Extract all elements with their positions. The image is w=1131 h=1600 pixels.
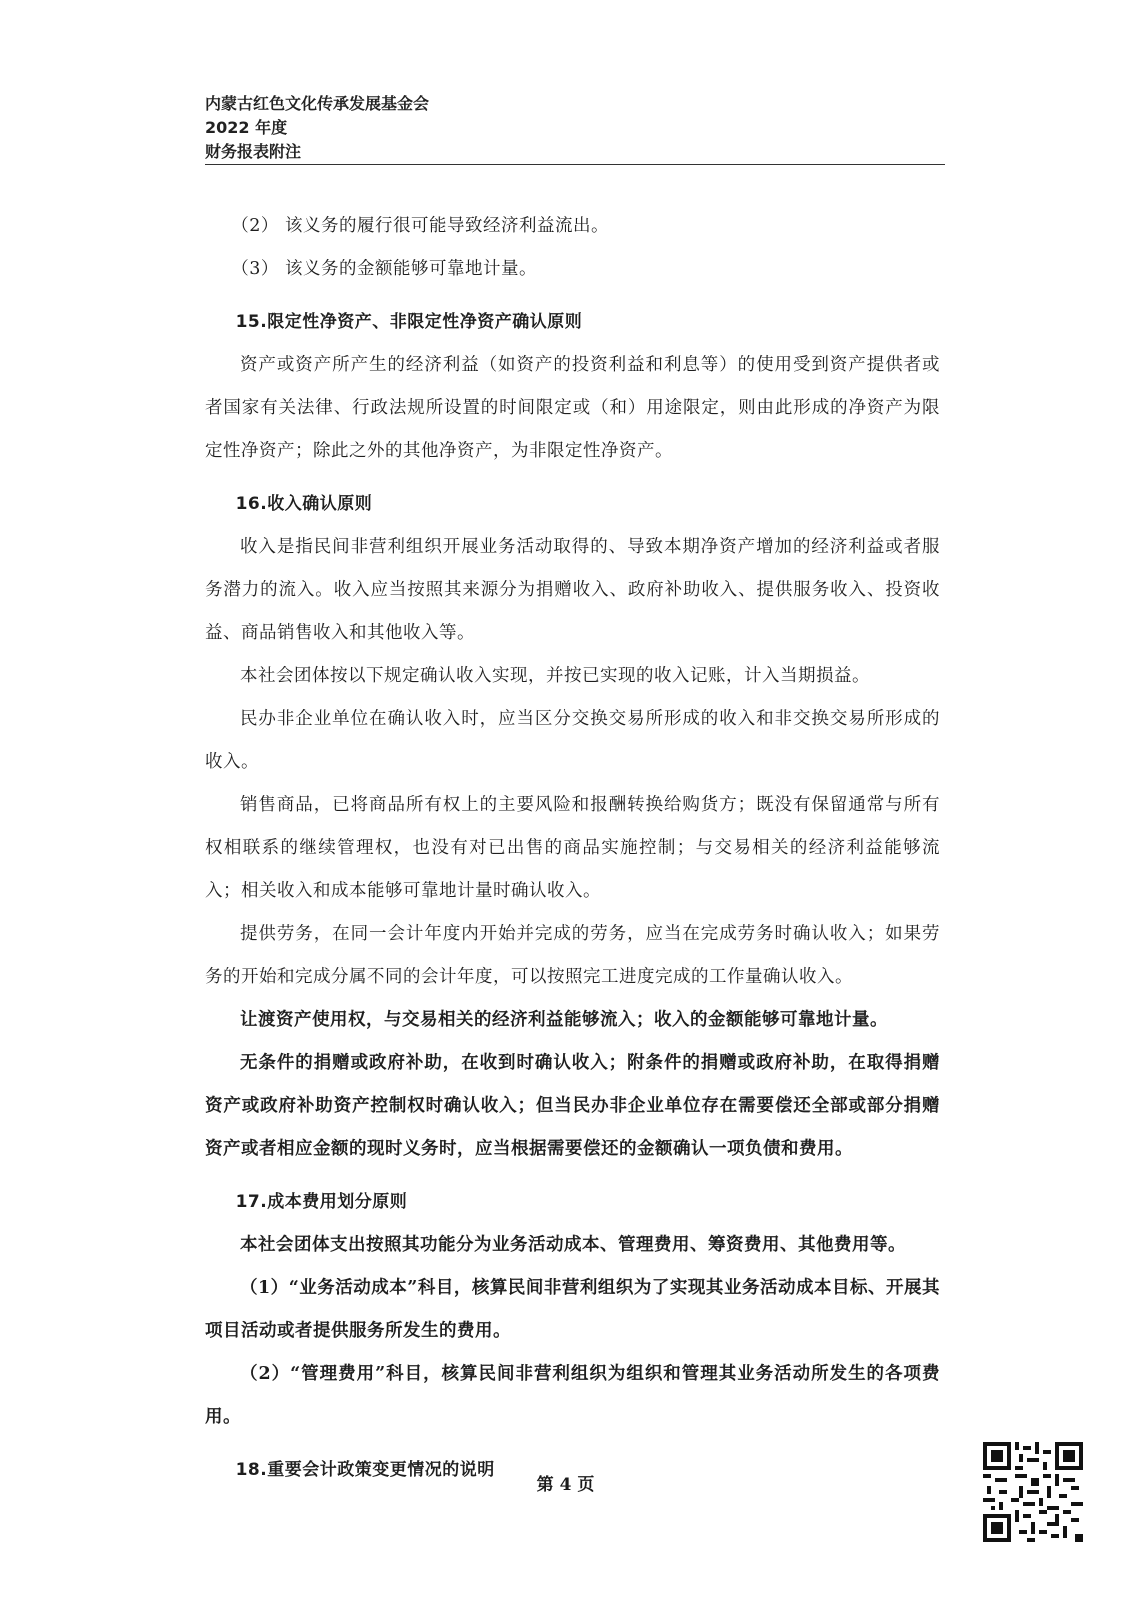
section-16-paragraph-5: 提供劳务，在同一会计年度内开始并完成的劳务，应当在完成劳务时确认收入；如果劳务的开始和完成分属不同的会计年度，可以按照完工进度完成的工作量确认收入。 — [205, 924, 940, 987]
section-16-paragraph-7: 无条件的捐赠或政府补助，在收到时确认收入；附条件的捐赠或政府补助，在取得捐赠资产或政府补助资产控制权时确认收入；但当民办非企业单位存在需要偿还全部或部分捐赠资产或者相应金额的现时义务时，应当根据需要偿还的金额确认一项负债和费用。 — [205, 1053, 940, 1159]
header-divider — [205, 164, 945, 165]
section-17-title: 17.成本费用划分原则 — [235, 1192, 408, 1212]
section-15-title: 15.限定性净资产、非限定性净资产确认原则 — [235, 312, 583, 332]
document-body — [205, 205, 940, 1492]
report-year: 2022 年度 — [205, 118, 288, 137]
doc-type: 财务报表附注 — [205, 142, 302, 161]
section-17-paragraph-3: （2）“管理费用”科目，核算民间非营利组织为组织和管理其业务活动所发生的各项费用。 — [205, 1364, 940, 1427]
obligation-item-3: （3） 该义务的金额能够可靠地计量。 — [231, 259, 537, 279]
section-16-paragraph-6: 让渡资产使用权，与交易相关的经济利益能够流入；收入的金额能够可靠地计量。 — [240, 1010, 888, 1030]
section-17-paragraph-1: 本社会团体支出按照其功能分为业务活动成本、管理费用、筹资费用、其他费用等。 — [240, 1235, 906, 1255]
section-16-title: 16.收入确认原则 — [235, 494, 373, 514]
section-15-paragraph: 资产或资产所产生的经济利益（如资产的投资利益和利息等）的使用受到资产提供者或者国家有关法律、行政法规所设置的时间限定或（和）用途限定，则由此形成的净资产为限定性净资产；除此之外的其他净资产，为非限定性净资产。 — [205, 355, 940, 461]
section-16-paragraph-1: 收入是指民间非营利组织开展业务活动取得的、导致本期净资产增加的经济利益或者服务潜力的流入。收入应当按照其来源分为捐赠收入、政府补助收入、提供服务收入、投资收益、商品销售收入和其他收入等。 — [205, 537, 940, 643]
section-18-title: 18.重要会计政策变更情况的说明 — [235, 1460, 495, 1480]
page-header — [205, 92, 945, 164]
section-16-paragraph-3: 民办非企业单位在确认收入时，应当区分交换交易所形成的收入和非交换交易所形成的收入。 — [205, 709, 940, 772]
section-16-paragraph-4: 销售商品，已将商品所有权上的主要风险和报酬转换给购货方；既没有保留通常与所有权相联系的继续管理权，也没有对已出售的商品实施控制；与交易相关的经济利益能够流入；相关收入和成本能够可靠地计量时确认收入。 — [205, 795, 940, 901]
obligation-item-2: （2） 该义务的履行很可能导致经济利益流出。 — [231, 216, 609, 236]
qr-code-icon — [983, 1442, 1083, 1542]
section-17-paragraph-2: （1）“业务活动成本”科目，核算民间非营利组织为了实现其业务活动成本目标、开展其项目活动或者提供服务所发生的费用。 — [205, 1278, 940, 1341]
org-name: 内蒙古红色文化传承发展基金会 — [205, 94, 430, 113]
page-number: 第 4 页 — [536, 1475, 595, 1495]
section-16-paragraph-2: 本社会团体按以下规定确认收入实现，并按已实现的收入记账，计入当期损益。 — [240, 666, 870, 686]
